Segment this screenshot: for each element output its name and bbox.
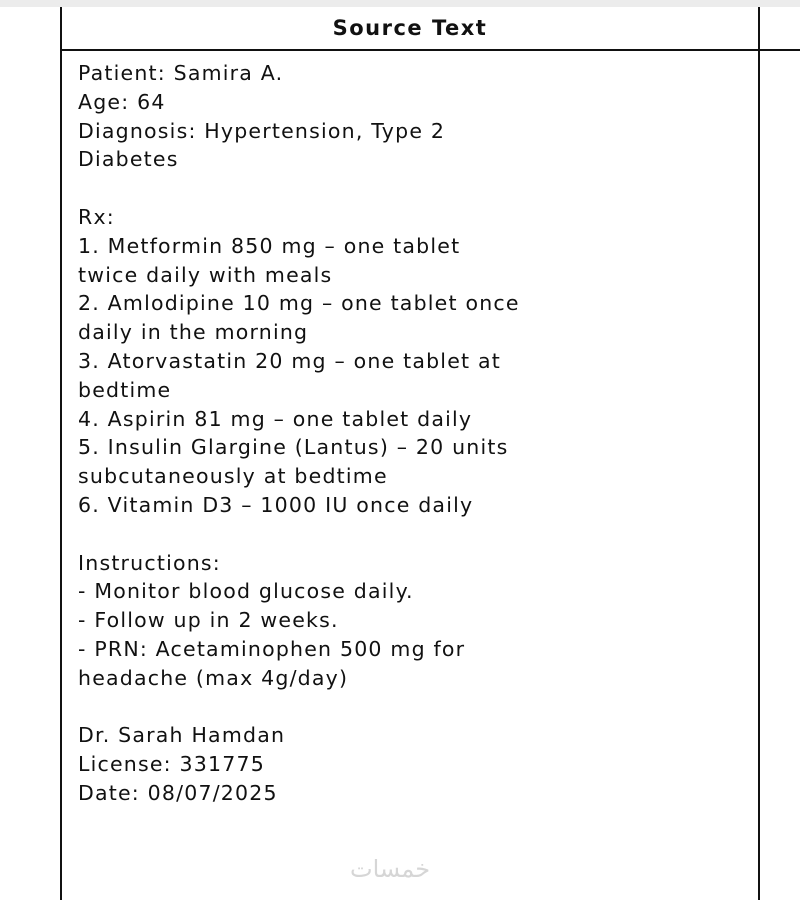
rx-line: bedtime — [78, 377, 172, 402]
adjacent-column-header — [760, 7, 800, 51]
rx-line: 4. Aspirin 81 mg – one tablet daily — [78, 406, 473, 431]
blank-line — [78, 520, 748, 549]
instruction-line: headache (max 4g/day) — [78, 665, 349, 690]
blank-line — [78, 693, 748, 722]
top-strip — [0, 0, 800, 7]
diagnosis-line-1: Diagnosis: Hypertension, Type 2 — [78, 118, 446, 143]
watermark-logo: خمسات — [350, 855, 431, 883]
rx-line: subcutaneously at bedtime — [78, 464, 388, 489]
doctor-name: Dr. Sarah Hamdan — [78, 723, 286, 748]
rx-line: twice daily with meals — [78, 262, 333, 287]
rx-line: 5. Insulin Glargine (Lantus) – 20 units — [78, 435, 509, 460]
rx-line: 6. Vitamin D3 – 1000 IU once daily — [78, 492, 474, 517]
source-text-table — [60, 7, 800, 900]
source-text-column — [60, 7, 760, 900]
patient-age: Age: 64 — [78, 89, 166, 114]
instructions-label: Instructions: — [78, 550, 221, 575]
instruction-line: - PRN: Acetaminophen 500 mg for — [78, 636, 466, 661]
adjacent-column — [760, 7, 800, 900]
diagnosis-line-2: Diabetes — [78, 147, 179, 172]
rx-line: 2. Amlodipine 10 mg – one tablet once — [78, 291, 520, 316]
column-header-title: Source Text — [332, 16, 488, 40]
prescription-date: Date: 08/07/2025 — [78, 780, 278, 805]
rx-label: Rx: — [78, 204, 115, 229]
rx-line: 1. Metformin 850 mg – one tablet — [78, 233, 461, 258]
instruction-line: - Monitor blood glucose daily. — [78, 579, 414, 604]
patient-name: Patient: Samira A. — [78, 61, 284, 85]
prescription-text — [78, 59, 748, 808]
instruction-line: - Follow up in 2 weeks. — [78, 608, 339, 633]
blank-line — [78, 174, 748, 203]
license-number: License: 331775 — [78, 752, 265, 777]
rx-line: 3. Atorvastatin 20 mg – one tablet at — [78, 348, 501, 373]
rx-line: daily in the morning — [78, 320, 309, 345]
column-header — [62, 7, 758, 51]
